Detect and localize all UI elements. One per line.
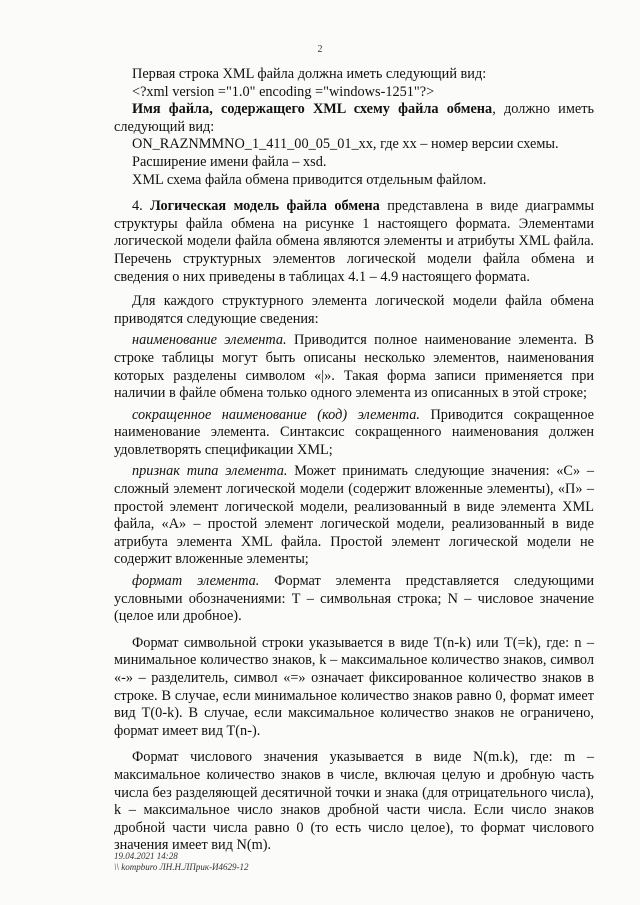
paragraph-logical-model (114, 198, 594, 286)
paragraph-number-format: Формат числового значения указывается в виде N(m.k), где: m – максимальное количество знаков в числе, включая целую и дробную часть числа без разделяющей десятичной точки и знака (для отрицательного числа), k – максимальное число знаков дробной части числа. Если число знаков дробной части числа равно 0 (то есть число целое), то формат числового значения имеет вид N(m). (114, 749, 594, 854)
print-timestamp: 19.04.2021 14:28 (114, 851, 178, 861)
paragraph-element-format (114, 573, 594, 626)
paragraph-element-name (114, 332, 594, 402)
paragraph-file-extension: Расширение имени файла – xsd. (132, 153, 327, 170)
element-name-rest: Приводится полное наименование элемента. В строке таблицы могут быть описаны несколько элементов, наименования которых разделены символом «|». Такая форма записи применяется при наличии в файле обмена только одного элемента из описанных в этой строке; (114, 332, 594, 402)
paragraph-schema-name-pattern: ON_RAZNMMNO_1_411_00_05_01_xx, где хх – номер версии схемы. (132, 136, 559, 153)
paragraph-element-info-intro: Для каждого структурного элемента логической модели файла обмена приводятся следующие сведения: (114, 293, 594, 327)
element-name-term: наименование элемента. (132, 332, 287, 349)
paragraph-xml-first-line: Первая строка XML файла должна иметь следующий вид: (132, 66, 487, 82)
element-format-term: формат элемента. (132, 573, 260, 590)
element-code-rest: Приводится сокращенное наименование элемента. Синтаксис сокращенного наименования должен удовлетворять спецификации XML; (114, 406, 594, 458)
paragraph-schema-separate: XML схема файла обмена приводится отдельным файлом. (132, 171, 487, 188)
print-footer (114, 851, 249, 873)
paragraph-string-format: Формат символьной строки указывается в виде Т(n-k) или Т(=k), где: n – минимальное количество знаков, k – максимальное количество знаков, символ «-» – разделитель, символ «=» означает фиксированное количество знаков в строке. В случае, если минимальное количество знаков равно 0, формат имеет вид Т(0-k). В случае, если максимальное количество знаков не ограничено, формат имеет вид Т(n-). (114, 634, 594, 739)
schema-filename-bold: Имя файла, содержащего XML схему файла обмена (132, 101, 493, 118)
element-type-rest: Может принимать следующие значения: «С» – сложный элемент логической модели (содержит вложенные элементы), «П» – простой элемент логической модели, реализованный в виде элемента XML файла, «А» – простой элемент логической модели, реализованный в виде атрибута элемента XML файла. Простой элемент логической модели не содержит вложенные элементы; (114, 463, 594, 568)
paragraph-xml-declaration: <?xml version ="1.0" encoding ="windows-1251"?> (132, 83, 435, 100)
element-type-term: признак типа элемента. (132, 463, 288, 480)
schema-filename-rest: , должно иметь следующий вид: (114, 101, 594, 135)
paragraph-element-code (114, 407, 594, 460)
paragraph-element-type (114, 463, 594, 569)
logical-model-bold: Логическая модель файла обмена (150, 198, 380, 215)
document-body (114, 66, 594, 855)
paragraph-schema-filename (114, 101, 594, 136)
section-number: 4. (132, 198, 151, 215)
logical-model-rest: представлена в виде диаграммы структуры файла обмена на рисунке 1 настоящего формата. Элементами логической модели файла обмена являются элементы и атрибуты XML файла. Перечень структурных элементов логической модели файла обмена и сведения о них приведены в таблицах 4.1 – 4.9 настоящего формата. (114, 198, 595, 285)
element-format-rest: Формат элемента представляется следующими условными обозначениями: Т – символьная строка; N – числовое значение (целое или дробное). (114, 573, 595, 625)
print-file-path: \\ kompburo ЛН.Н.ЛПрик-И4629-12 (114, 862, 249, 872)
page-number: 2 (317, 44, 323, 55)
element-code-term: сокращенное наименование (код) элемента. (132, 406, 420, 423)
